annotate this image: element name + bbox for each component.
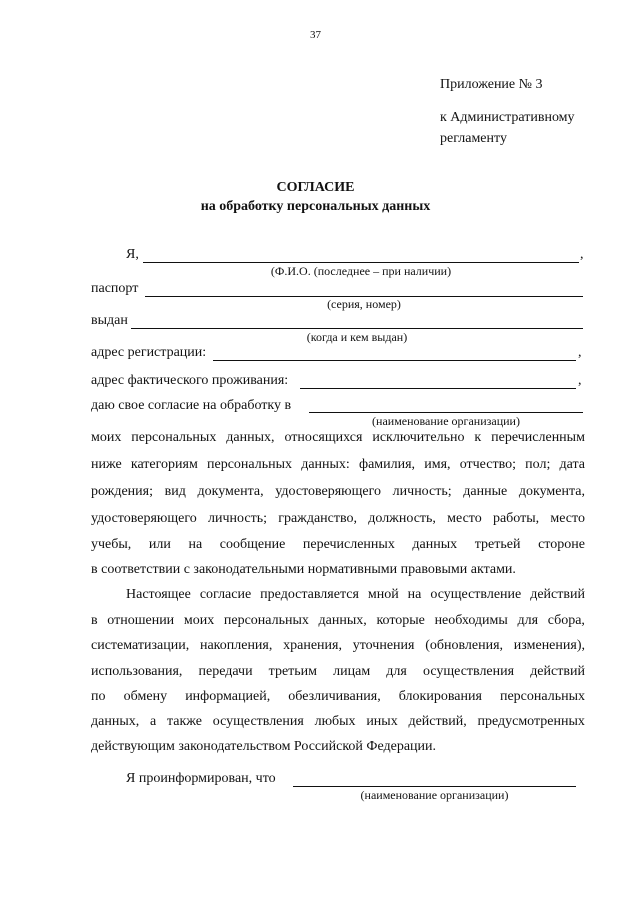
word: блокирования (398, 689, 482, 704)
word: персональных (499, 689, 585, 704)
paragraph-line (91, 714, 585, 730)
word: предоставляется (260, 587, 359, 602)
word: хранения, (283, 638, 342, 653)
page-number: 37 (310, 29, 321, 41)
consent-label: даю свое согласие на обработку в (91, 398, 292, 413)
word: для (517, 613, 539, 628)
word: накопления, (199, 638, 273, 653)
paragraph-line (91, 430, 585, 446)
word: пол; (525, 457, 551, 472)
word: имя, (424, 457, 451, 472)
actual-address-field[interactable] (300, 388, 576, 389)
word: моих (91, 430, 122, 445)
word: личность; (392, 484, 452, 499)
document-subtitle: на обработку персональных данных (200, 199, 431, 214)
word: использования, (91, 664, 183, 679)
i-label: Я, (126, 247, 139, 262)
word: персональных (223, 613, 309, 628)
paragraph-line (126, 587, 585, 603)
word: действий (530, 664, 585, 679)
informed-organization-hint: (наименование организации) (360, 788, 509, 802)
word: моих (183, 613, 215, 628)
registration-comma: , (578, 345, 582, 360)
paragraph-line (91, 484, 585, 500)
paragraph-line (91, 511, 585, 527)
word: согласие (199, 587, 252, 602)
word: данных, (226, 430, 275, 445)
issued-field[interactable] (131, 328, 583, 329)
fio-field[interactable] (143, 262, 579, 263)
word: учебы, (91, 537, 132, 552)
appendix-number: Приложение № 3 (440, 77, 543, 92)
word: дата (559, 457, 585, 472)
actual-address-label: адрес фактического проживания: (91, 373, 289, 388)
organization-hint: (наименование организации) (372, 414, 520, 428)
word: изменения), (513, 638, 585, 653)
word: уточнения (352, 638, 415, 653)
word: предусмотренных (477, 714, 585, 729)
paragraph-line: в соответствии с законодательными нормативными правовыми актами. (91, 562, 516, 577)
word: данных: (301, 457, 350, 472)
word: персональных (207, 457, 293, 472)
word: действий, (408, 714, 467, 729)
word: место (550, 511, 585, 526)
word: осуществления (422, 664, 515, 679)
word: передачи (198, 664, 253, 679)
paragraph-line (91, 638, 585, 654)
appendix-header (440, 74, 575, 149)
word: удостоверяющего (275, 484, 382, 499)
word: мной (367, 587, 399, 602)
word: обезличивания, (288, 689, 381, 704)
word: третьей (474, 537, 521, 552)
appendix-reference: к Административному (440, 110, 575, 125)
paragraph-line: действующим законодательством Российской Федерации. (91, 739, 437, 754)
passport-label: паспорт (91, 281, 139, 296)
word: которые (376, 613, 425, 628)
word: гражданство, (278, 511, 358, 526)
word: третьим (268, 664, 318, 679)
fio-comma: , (580, 247, 584, 262)
word: личность; (208, 511, 267, 526)
word: обмену (123, 689, 168, 704)
word: документа, (518, 484, 585, 499)
organization-field[interactable] (309, 412, 583, 413)
word: исключительно (372, 430, 465, 445)
word: персональных (131, 430, 217, 445)
word: необходимы (434, 613, 508, 628)
paragraph-line (91, 537, 585, 553)
word: рождения; (91, 484, 153, 499)
word: Настоящее (126, 587, 191, 602)
word: в (91, 613, 98, 628)
word: данных (412, 537, 458, 552)
word: также (166, 714, 202, 729)
word: место (447, 511, 482, 526)
word: отчество; (459, 457, 516, 472)
word: удостоверяющего (91, 511, 197, 526)
document-title: СОГЛАСИЕ (276, 180, 355, 195)
paragraph-line (91, 613, 585, 629)
paragraph-line (91, 664, 585, 680)
word: данных, (91, 714, 140, 729)
word: (обновления, (425, 638, 504, 653)
word: на (188, 537, 203, 552)
word: перечисленных (302, 537, 395, 552)
word: сообщение (219, 537, 286, 552)
word: работы, (492, 511, 540, 526)
word: иных (366, 714, 398, 729)
word: а (149, 714, 157, 729)
word: осуществление (430, 587, 522, 602)
word: по (91, 689, 106, 704)
word: данные (463, 484, 508, 499)
registration-address-label: адрес регистрации: (91, 345, 207, 360)
word: к (474, 430, 482, 445)
word: вид (164, 484, 186, 499)
word: документа, (197, 484, 264, 499)
word: относящихся (284, 430, 363, 445)
issued-label: выдан (91, 313, 128, 328)
fio-hint: (Ф.И.О. (последнее – при наличии) (270, 264, 452, 278)
informed-organization-field[interactable] (293, 786, 576, 787)
paragraph-line (91, 689, 585, 705)
word: категориям (130, 457, 198, 472)
word: или (148, 537, 171, 552)
word: данных, (318, 613, 367, 628)
word: перечисленным (491, 430, 585, 445)
word: сбора, (547, 613, 585, 628)
word: систематизации, (91, 638, 190, 653)
passport-hint: (серия, номер) (327, 297, 401, 311)
word: ниже (91, 457, 122, 472)
word: лицам (333, 664, 371, 679)
registration-address-field[interactable] (213, 360, 576, 361)
word: отношении (107, 613, 175, 628)
actual-address-comma: , (578, 373, 582, 388)
word: информацией, (185, 689, 271, 704)
word: фамилия, (359, 457, 416, 472)
word: любых (314, 714, 356, 729)
word: на (407, 587, 422, 602)
appendix-reference-cont: регламенту (440, 131, 507, 146)
word: действий (530, 587, 585, 602)
word: должность, (368, 511, 436, 526)
word: для (386, 664, 407, 679)
word: осуществления (212, 714, 304, 729)
paragraph-line (91, 457, 585, 473)
issued-hint: (когда и кем выдан) (306, 330, 408, 344)
informed-label: Я проинформирован, что (126, 771, 276, 786)
word: стороне (538, 537, 585, 552)
